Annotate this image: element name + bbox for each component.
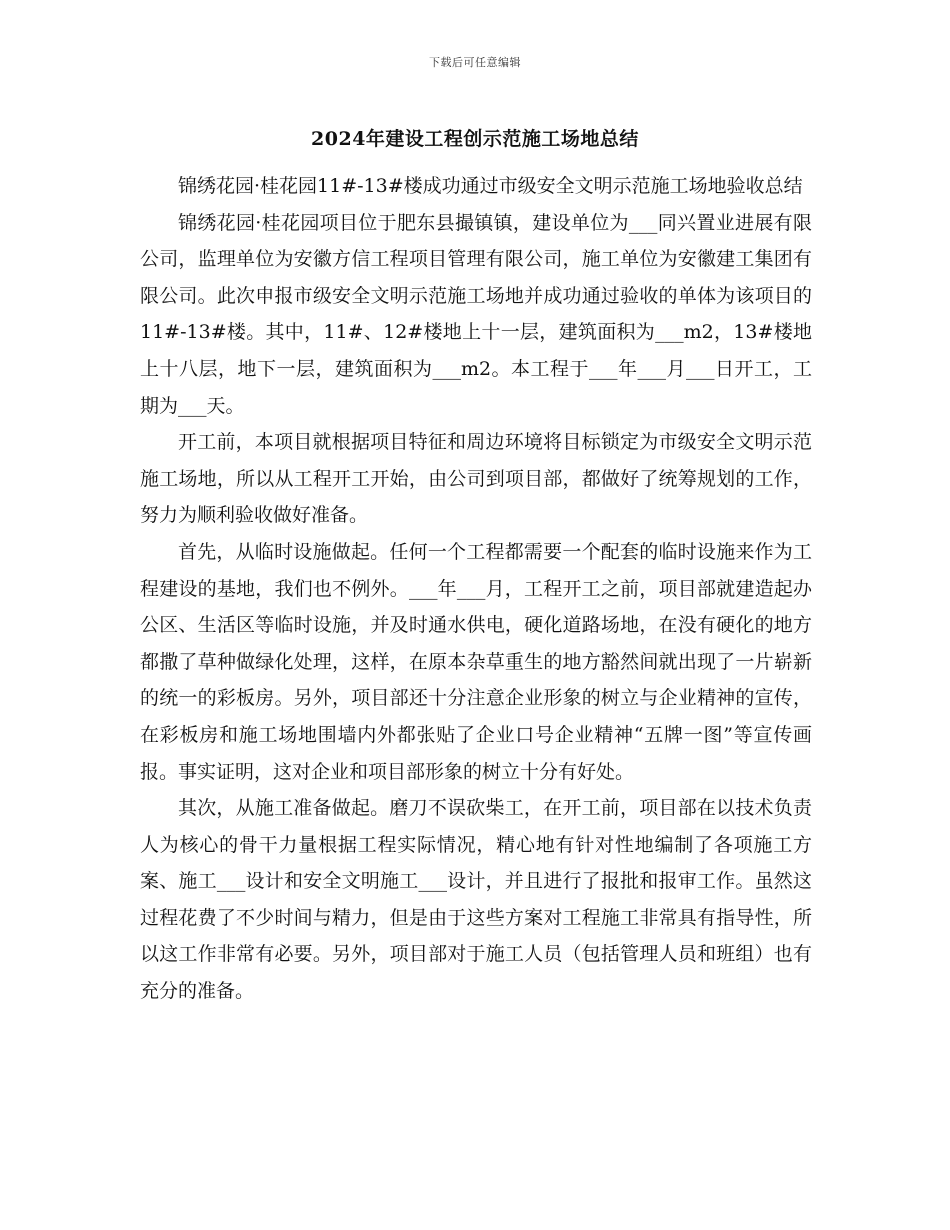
- paragraph-construction-preparation: 其次，从施工准备做起。磨刀不误砍柴工，在开工前，项目部在以技术负责人为核心的骨干力量根据工程实际情况，精心地有针对性地编制了各项施工方案、施工___设计和安全文明施工___设计，并且进行了报批和报审工作。虽然这过程花费了不少时间与精力，但是由于这些方案对工程施工非常具有指导性，所以这工作非常有必要。另外，项目部对于施工人员（包括管理人员和班组）也有充分的准备。: [140, 797, 812, 1003]
- document-title: 2024年建设工程创示范施工场地总结: [311, 128, 639, 150]
- header-note: 下载后可任意编辑: [429, 56, 521, 69]
- document-body: [140, 168, 812, 1010]
- paragraph-preparation-goal: 开工前，本项目就根据项目特征和周边环境将目标锁定为市级安全文明示范施工场地，所以从工程开工开始，由公司到项目部，都做好了统筹规划的工作，努力为顺利验收做好准备。: [140, 431, 812, 527]
- paragraph-subtitle: 锦绣花园·桂花园11#-13#楼成功通过市级安全文明示范施工场地验收总结: [178, 175, 803, 197]
- paragraph-project-overview: 锦绣花园·桂花园项目位于肥东县撮镇镇，建设单位为___同兴置业进展有限公司，监理单位为安徽方信工程项目管理有限公司，施工单位为安徽建工集团有限公司。此次申报市级安全文明示范施工场地并成功通过验收的单体为该项目的11#-13#楼。其中，11#、12#楼地上十一层，建筑面积为___m2，13#楼地上十八层，地下一层，建筑面积为___m2。本工程于___年___月___日开工，工期为___天。: [140, 211, 812, 417]
- paragraph-temporary-facilities: 首先，从临时设施做起。任何一个工程都需要一个配套的临时设施来作为工程建设的基地，我们也不例外。___年___月，工程开工之前，项目部就建造起办公区、生活区等临时设施，并及时通水供电，硬化道路场地，在没有硬化的地方都撒了草种做绿化处理，这样，在原本杂草重生的地方豁然间就出现了一片崭新的统一的彩板房。另外，项目部还十分注意企业形象的树立与企业精神的宣传，在彩板房和施工场地围墙内外都张贴了企业口号企业精神“五牌一图”等宣传画报。事实证明，这对企业和项目部形象的树立十分有好处。: [140, 540, 812, 783]
